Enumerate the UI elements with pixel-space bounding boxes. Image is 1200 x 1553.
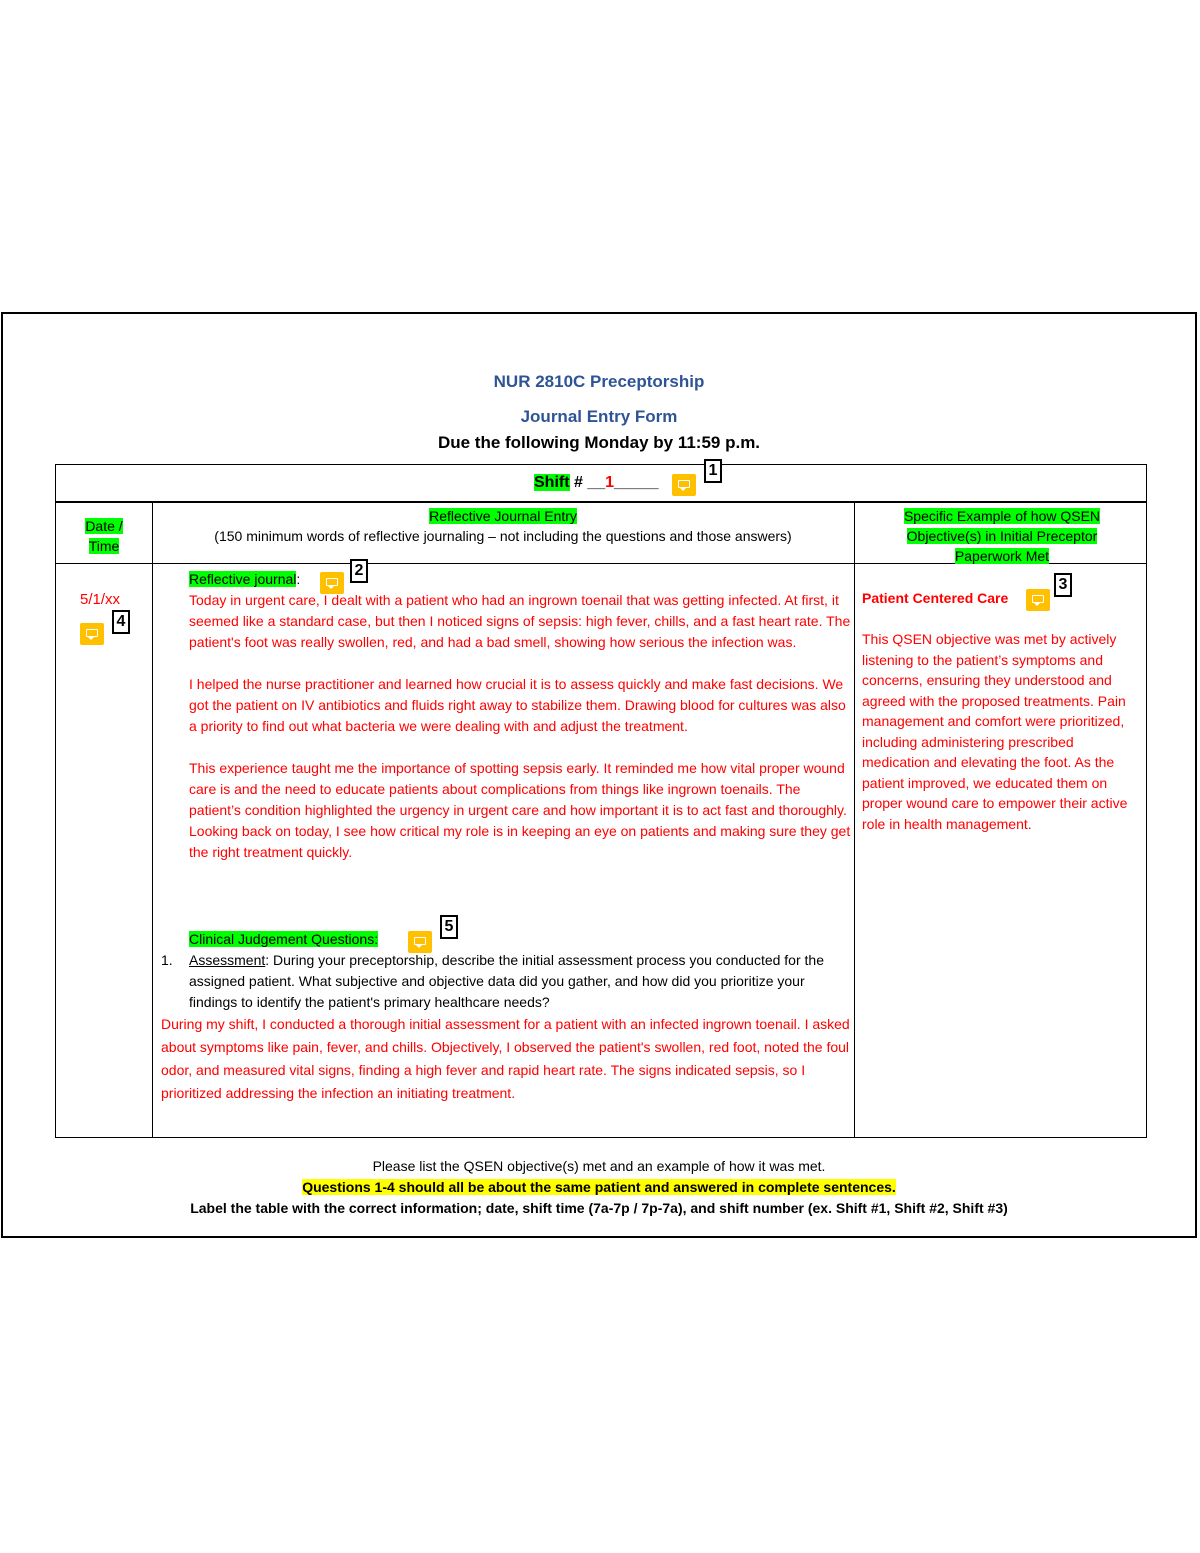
clinical-judgement-label: Clinical Judgement Questions: xyxy=(189,931,379,947)
callout-number: 3 xyxy=(1054,573,1072,597)
callout-number: 4 xyxy=(112,610,130,634)
entry-date[interactable]: 5/1/xx xyxy=(80,591,121,608)
shift-number[interactable]: 1 xyxy=(605,474,615,491)
journal-paragraph: I helped the nurse practitioner and learned how crucial it is to assess quickly and make fast decisions. We got the patient on IV antibiotics and fluids right away to stabilize them. Drawing blood for cultures was also a priority to find out what bacteria we were dealing with and adjust the treatment. xyxy=(189,676,846,734)
shift-field xyxy=(534,474,659,492)
reflective-header-title: Reflective Journal Entry xyxy=(429,508,577,524)
shift-trail: _____ xyxy=(614,474,659,491)
callout-number: 1 xyxy=(704,459,722,483)
question-text: : During your preceptorship, describe the initial assessment process you conducted for the assigned patient. What subjective and objective data did you gather, and how did you prioritize your findings to identify the patient's primary healthcare needs? xyxy=(189,952,824,1010)
question-number: 1. xyxy=(161,952,173,968)
journal-paragraph: Today in urgent care, I dealt with a patient who had an ingrown toenail that was getting infected. At first, it seemed like a standard case, but then I noticed signs of sepsis: high fever, chills, and a fast heart rate. The patient's foot was really swollen, red, and had a bad smell, showing how serious the infection was. xyxy=(189,592,851,650)
reflective-entry-header xyxy=(156,506,850,546)
document-page xyxy=(1,312,1197,1238)
date-time-header: Date / Time xyxy=(85,518,123,554)
shift-label: Shift xyxy=(534,474,570,491)
callout-number: 5 xyxy=(440,915,458,939)
shift-hash: # __ xyxy=(569,474,606,491)
qsen-header: Specific Example of how QSEN Objective(s) in Initial Preceptor Paperwork Met xyxy=(903,508,1101,564)
comment-icon[interactable] xyxy=(1026,589,1050,611)
comment-icon[interactable] xyxy=(80,623,104,645)
qsen-objective-title[interactable]: Patient Centered Care xyxy=(862,590,1009,606)
qsen-example-text[interactable]: This QSEN objective was met by actively listening to the patient’s symptoms and concerns, ensuring they understood and agreed with the proposed treatments. Pain management and comfort were prioritized, including administering prescribed medication and elevating the foot. As the patient improved, we educated them on proper wound care to empower their active role in health management. xyxy=(862,631,1128,832)
reflective-header-subtitle: (150 minimum words of reflective journaling – not including the questions and those answers) xyxy=(214,528,792,544)
course-title: NUR 2810C Preceptorship xyxy=(493,372,705,391)
question-assessment xyxy=(189,950,851,1013)
journal-paragraph: This experience taught me the importance of spotting sepsis early. It reminded me how vital proper wound care is and the need to educate patients about complications from things like ingrown toenails. The patient’s condition highlighted the urgency in urgent care and how important it is to act fast and thoroughly. Looking back on today, I see how critical my role is in keeping an eye on patients and making sure they get the right treatment quickly. xyxy=(189,760,851,860)
callout-number: 2 xyxy=(350,559,368,583)
comment-icon[interactable] xyxy=(672,474,696,496)
journal-table xyxy=(55,464,1147,1138)
due-date: Due the following Monday by 11:59 p.m. xyxy=(437,433,761,452)
form-title: Journal Entry Form xyxy=(520,407,678,426)
shift-row xyxy=(56,462,1146,503)
question-term: Assessment xyxy=(189,952,266,968)
footer-note: Please list the QSEN objective(s) met and an example of how it was met. xyxy=(372,1158,826,1174)
assessment-answer[interactable]: During my shift, I conducted a thorough initial assessment for a patient with an infected ingrown toenail. I asked about symptoms like pain, fever, and chills. Objectively, I observed the patient's swollen, red foot, noted the foul odor, and measured vital signs, finding a high fever and rapid heart rate. The signs indicated sepsis, so I prioritized addressing the infection an initiating treatment. xyxy=(161,1016,850,1101)
reflective-journal-body[interactable] xyxy=(189,590,851,863)
footer-instructions: Label the table with the correct information; date, shift time (7a-7p / 7p-7a), and shift number (ex. Shift #1, Shift #2, Shift #3) xyxy=(190,1200,1008,1216)
footer-warning: Questions 1-4 should all be about the same patient and answered in complete sentences. xyxy=(302,1179,896,1195)
reflective-journal-label: Reflective journal: xyxy=(189,571,301,587)
column-divider xyxy=(854,503,855,1137)
column-divider xyxy=(152,503,153,1137)
